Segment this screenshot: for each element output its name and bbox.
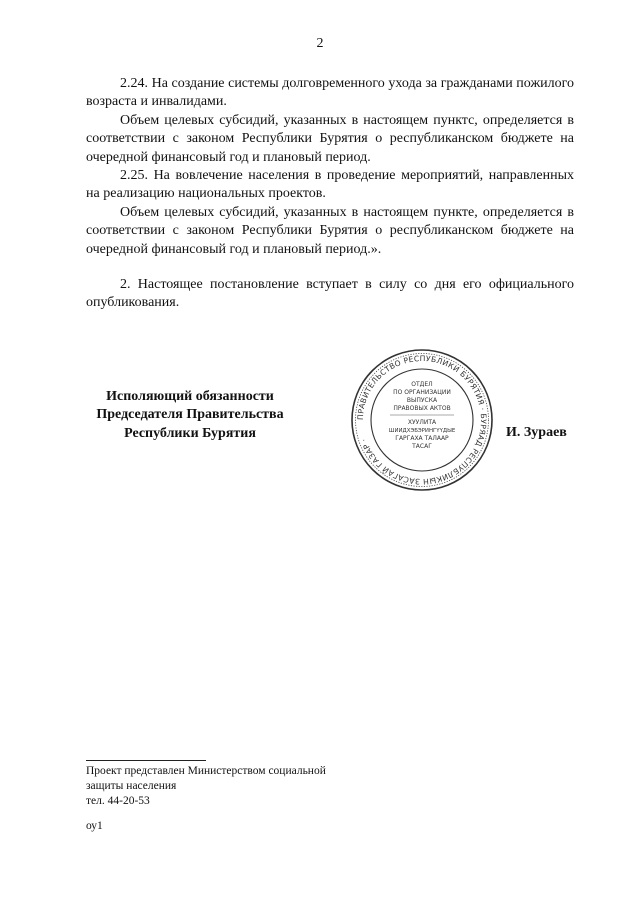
stamp-center-line: ПРАВОВЫХ АКТОВ (393, 405, 451, 412)
stamp-center-line: ГАРГАХА ТАЛААР (395, 435, 449, 442)
stamp-ring-text: ПРАВИТЕЛЬСТВО РЕСПУБЛИКИ БУРЯТИЯ · БУРЯАД РЕСПУБЛИКЫН ЗАСАГАЙ ГАЗАР · (355, 353, 489, 487)
paragraph-effective-date: 2. Настоящее постановление вступает в силу со дня его официального опубликования. (86, 277, 574, 311)
signatory-title-line: Республики Бурятия (124, 425, 256, 441)
paragraph-2-24-subsidy-volume: Объем целевых субсидий, указанных в настоящем пунктс, определяется в соответствии с законом Республики Бурятия о республиканском бюджете на очередной финансовый год и плановый период. (86, 112, 574, 165)
signatory-title-line: Исполяющий обязанности (106, 389, 274, 404)
official-seal-stamp (350, 348, 494, 492)
stamp-center-line: ТАСАГ (412, 443, 432, 450)
footnote-line: защиты населения (86, 780, 177, 792)
footnote-line: Проект представлен Министерством социальной (86, 765, 326, 777)
page-number: 2 (316, 36, 324, 51)
paragraph-2-25-subsidy-volume: Объем целевых субсидий, указанных в настоящем пункте, определяется в соответствии с законом Республики Бурятия о республиканском бюджете на очередной финансовый год и плановый период.». (86, 204, 574, 257)
footnote-phone: тел. 44-20-53 (86, 795, 150, 807)
signatory-title-line: Председателя Правительства (96, 407, 284, 423)
stamp-center-line: ПО ОРГАНИЗАЦИИ (393, 389, 451, 396)
stamp-center-line: ШИИДХЭБЭРИНГҮҮДЫЕ (388, 428, 456, 434)
stamp-center-line: ХУУЛИТА (407, 419, 437, 426)
paragraph-2-24: 2.24. На создание системы долговременного ухода за гражданами пожилого возраста и инвалидами. (86, 76, 574, 110)
stamp-center-line: ОТДЕЛ (411, 381, 433, 388)
signatory-title (70, 388, 310, 443)
document-body (86, 75, 574, 313)
footnote (86, 764, 326, 834)
paragraph-2-25: 2.25. На вовлечение населения в проведение мероприятий, направленных на реализацию национальных проектов. (86, 168, 574, 202)
document-code: оу1 (86, 820, 103, 832)
footnote-divider (86, 760, 206, 761)
signer-name: И. Зураев (506, 425, 567, 440)
stamp-center-line: ВЫПУСКА (406, 397, 438, 404)
